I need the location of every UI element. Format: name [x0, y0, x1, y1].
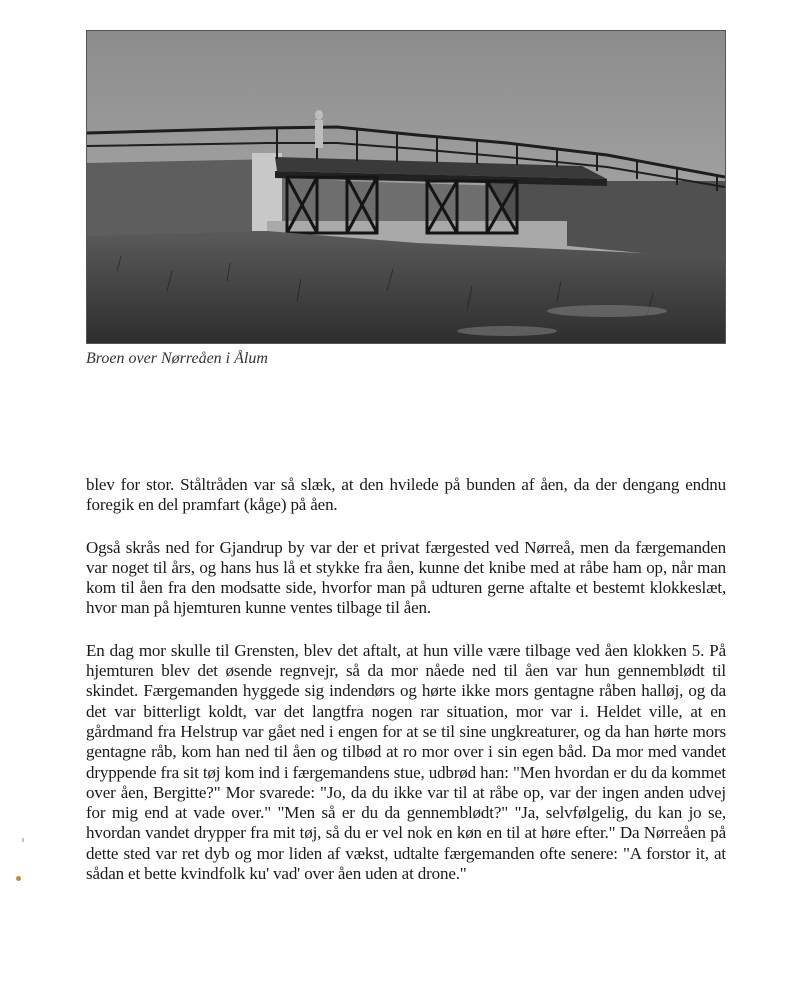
- margin-dot: [16, 876, 21, 881]
- paragraph-2: Også skrås ned for Gjandrup by var der et privat færgested ved Nørreå, men da færgemanden var noget til års, og hans hus lå et stykke fra åen, kunne det knibe med at råbe ham op, når man kom til åen fra den modsatte side, hvorfor man på udturen gerne aftalte et bestemt klokkeslæt, hvor man på hjemturen kunne ventes tilbage til åen.: [86, 537, 726, 618]
- paragraph-3: En dag mor skulle til Grensten, blev det aftalt, at hun ville være tilbage ved åen klokken 5. På hjemturen blev det øsende regnvejr, så da mor nåede ned til åen var hun gennemblødt til skindet. Færgemanden hyggede sig indendørs og hørte ikke mors gentagne råben halløj, og da det var bitterligt koldt, var det langtfra nogen rar situation, mor var i. Heldet ville, at en gårdmand fra Helstrup var gået ned i engen for at se til sine ungkreaturer, og da han hørte mors gentagne råb, kom han ned til åen og tilbød at ro mor over i sin egen båd. Da mor med vandet dryppende fra sit tøj kom ind i færgemandens stue, udbrød han: "Men hvordan er du da kommet over åen, Bergitte?" Mor svarede: "Jo, da du ikke var til at råbe op, var der ingen anden udvej for mig end at vade over." "Men så er du da gennemblødt?" "Ja, selvfølgelig, du kan jo se, hvordan vandet drypper fra mit tøj, så du er vel nok en køn en til at høre efter." Da Nørreåen på dette sted var ret dyb og mor liden af vækst, udtalte færgemanden ofte senere: "A forstor it, at sådan et bette kvindfolk ku' vad' over åen uden at drone.": [86, 640, 726, 884]
- margin-speck: [22, 838, 24, 842]
- paragraph-1: blev for stor. Ståltråden var så slæk, at den hvilede på bunden af åen, da der dengang endnu foregik en del pramfart (kåge) på åen.: [86, 475, 726, 515]
- body-text: [86, 475, 726, 906]
- figure-caption: Broen over Nørreåen i Ålum: [86, 350, 268, 367]
- bridge-photo: [86, 30, 726, 344]
